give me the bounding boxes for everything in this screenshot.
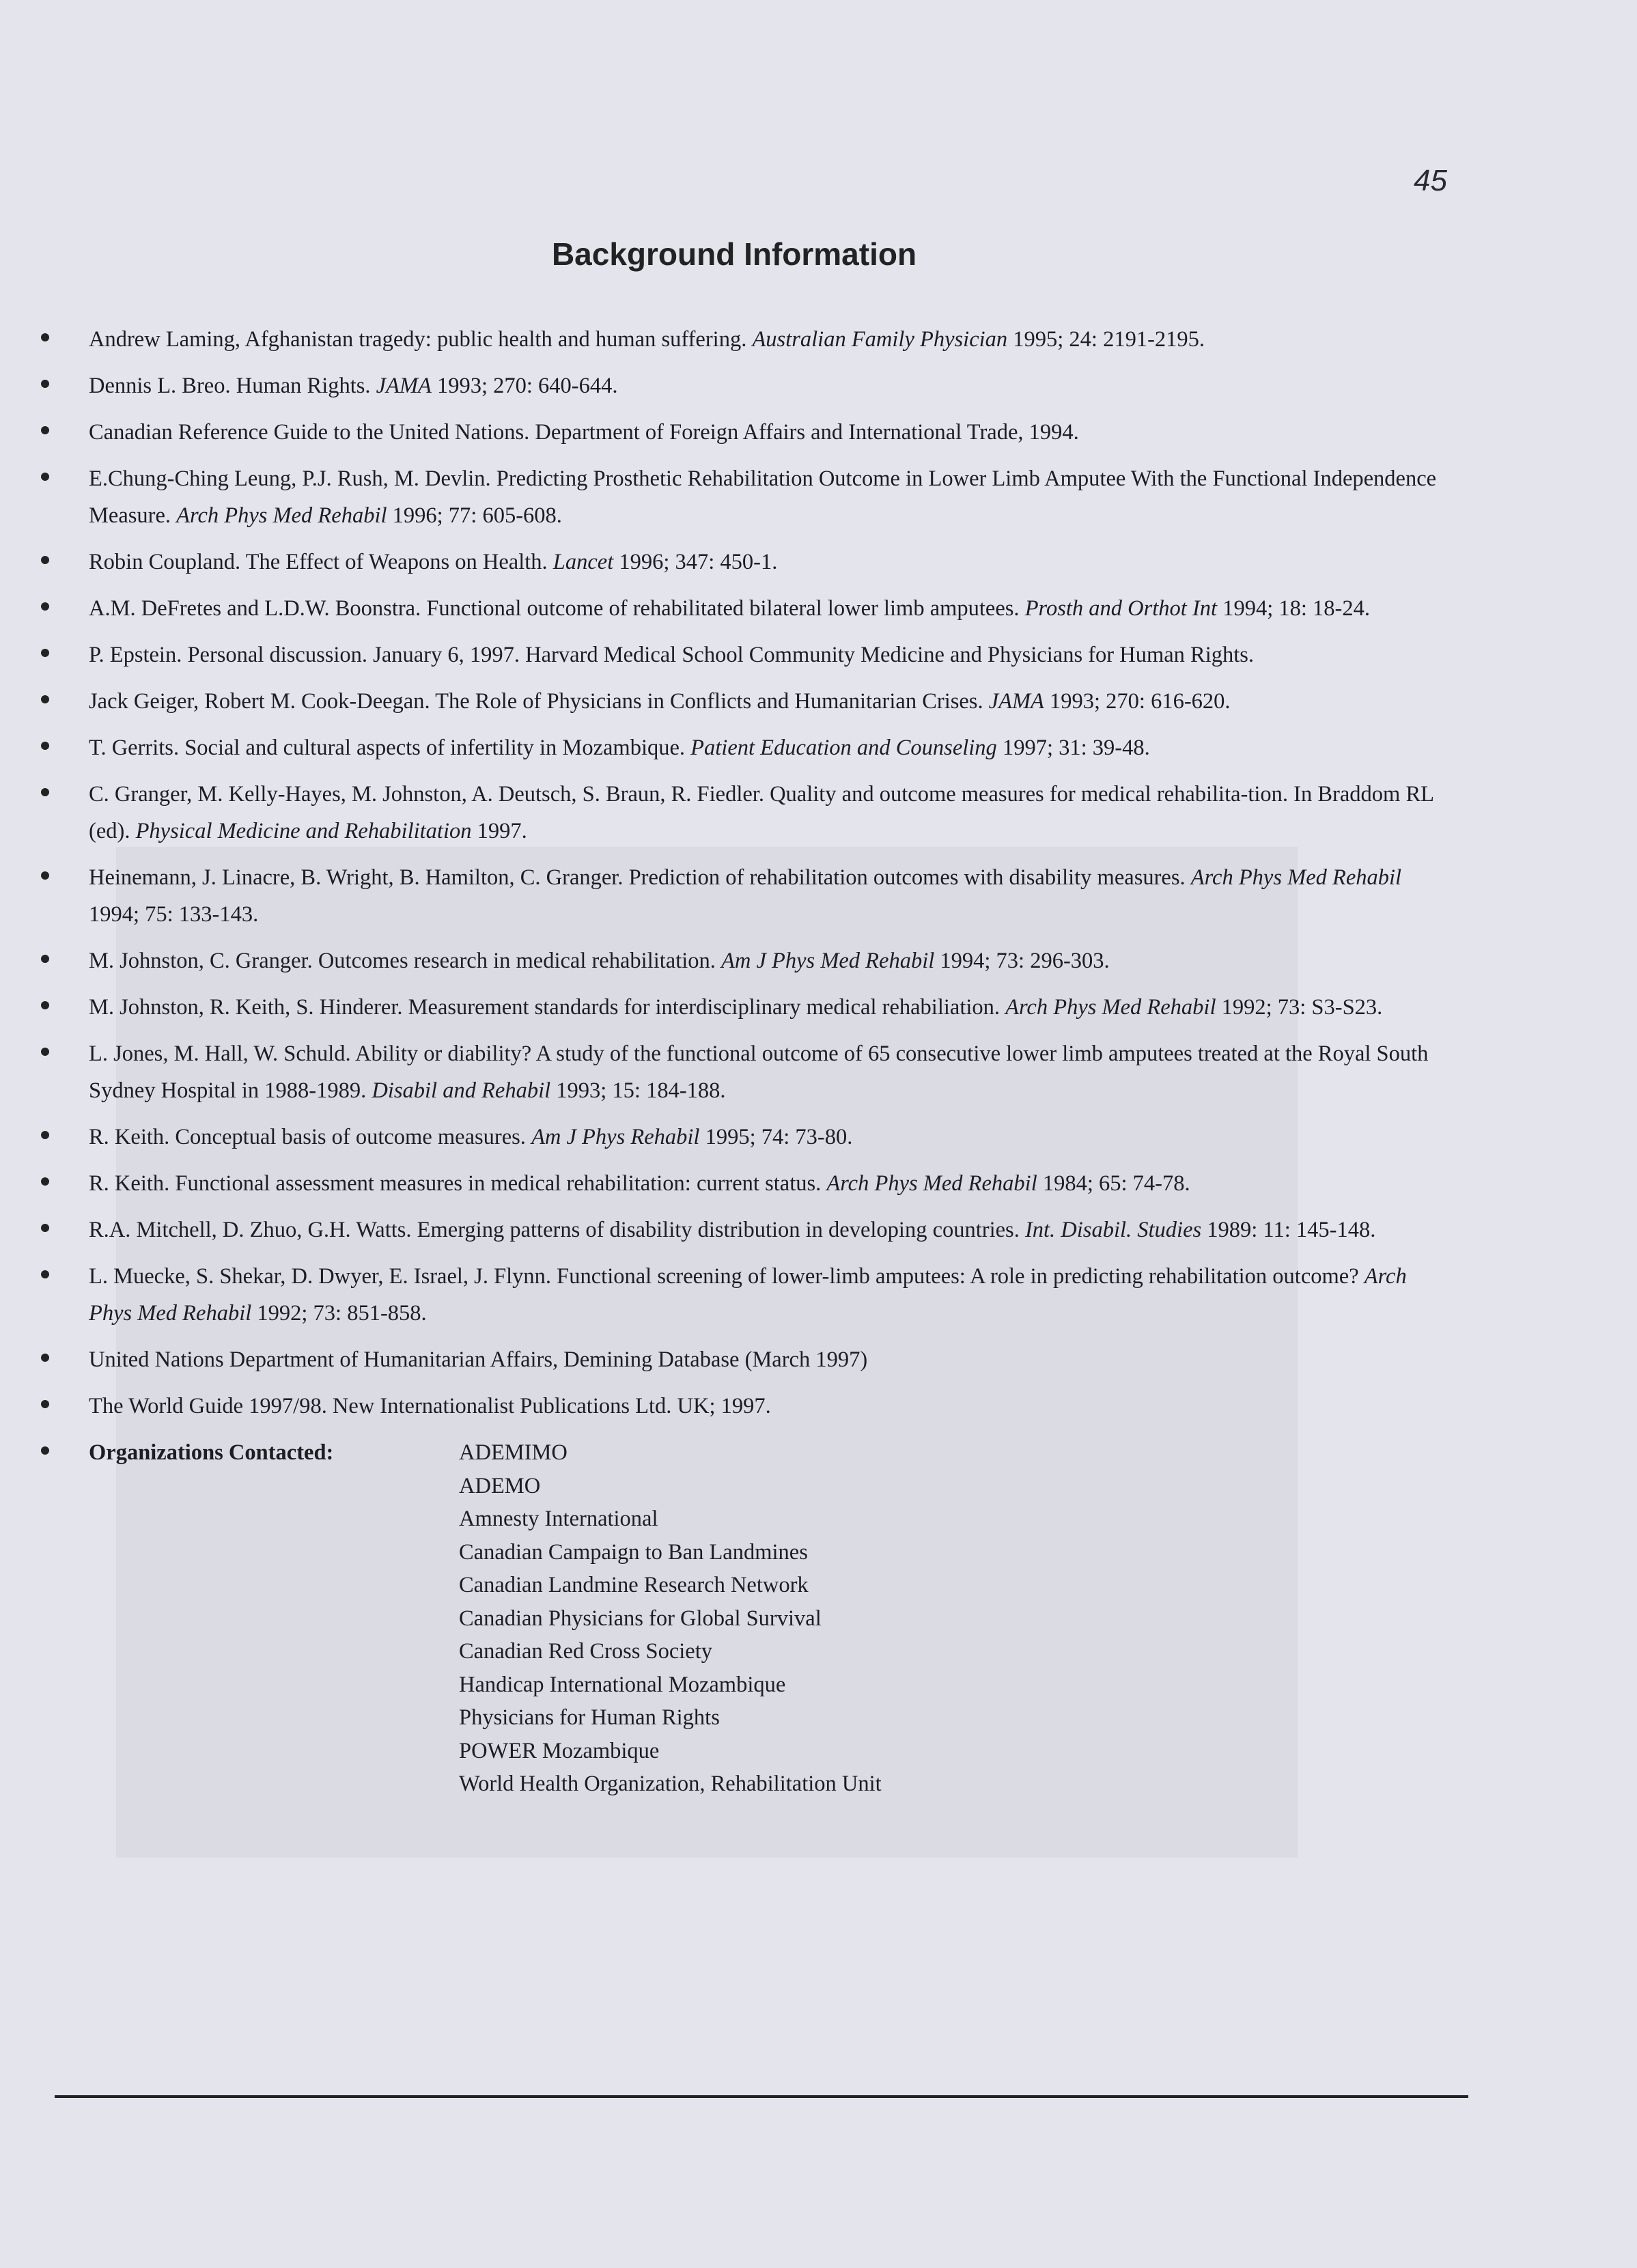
reference-text: R.A. Mitchell, D. Zhuo, G.H. Watts. Emerging patterns of disability distribution in developing countries. [89, 1218, 1025, 1242]
organization-item: POWER Mozambique [459, 1738, 660, 1763]
reference-text: Jack Geiger, Robert M. Cook-Deegan. The Role of Physicians in Conflicts and Humanitarian Crises. [89, 689, 989, 714]
reference-source: Patient Education and Counseling [690, 736, 997, 760]
reference-text: L. Muecke, S. Shekar, D. Dwyer, E. Israel, J. Flynn. Functional screening of lower-limb amputees: A role in predicting rehabilitation outcome? [89, 1264, 1365, 1289]
bullet-icon [41, 1400, 49, 1408]
reference-text: A.M. DeFretes and L.D.W. Boonstra. Functional outcome of rehabilitated bilateral lower limb amputees. [89, 596, 1025, 621]
reference-text: T. Gerrits. Social and cultural aspects of infertility in Mozambique. [89, 736, 691, 760]
bullet-icon [41, 473, 49, 481]
reference-source: Arch Phys Med Rehabil [826, 1171, 1037, 1196]
reference-details: 1996; 347: 450-1. [613, 550, 778, 574]
reference-text: Robin Coupland. The Effect of Weapons on Health. [89, 550, 553, 574]
page-title: Background Information [551, 236, 917, 272]
reference-item [41, 321, 1448, 358]
reference-item [41, 683, 1448, 720]
reference-item [41, 590, 1448, 627]
reference-item [41, 1035, 1448, 1109]
reference-item [41, 989, 1448, 1026]
reference-text: R. Keith. Conceptual basis of outcome measures. [89, 1125, 532, 1149]
reference-source: Arch Phys Med Rehabil [1190, 865, 1402, 890]
organization-item: Canadian Physicians for Global Survival [459, 1606, 822, 1631]
reference-text: M. Johnston, C. Granger. Outcomes research in medical rehabilitation. [89, 949, 722, 973]
bullet-icon [41, 1131, 49, 1139]
reference-item [41, 1341, 1448, 1378]
bullet-icon [41, 1354, 49, 1362]
organization-item: Amnesty International [459, 1507, 658, 1531]
reference-item [41, 776, 1448, 850]
reference-details: 1993; 270: 616-620. [1044, 689, 1231, 714]
reference-text: L. Jones, M. Hall, W. Schuld. Ability or diability? A study of the functional outcome of 65 consecutive lower limb amputees treated at the Royal South Sydney Hospital in 1988-1989. [89, 1041, 1429, 1103]
reference-source: Prosth and Orthot Int [1024, 596, 1218, 621]
reference-text: R. Keith. Functional assessment measures in medical rehabilitation: current status. [89, 1171, 827, 1196]
organization-item: Handicap International Mozambique [459, 1672, 786, 1697]
reference-source: Australian Family Physician [752, 327, 1008, 352]
reference-list [41, 321, 1448, 1810]
reference-details: 1992; 73: S3-S23. [1216, 995, 1383, 1020]
reference-item [41, 1119, 1448, 1156]
reference-source: Int. Disabil. Studies [1024, 1218, 1202, 1242]
reference-details: 1997; 31: 39-48. [996, 736, 1150, 760]
bullet-icon [41, 742, 49, 750]
page-number: 45 [1414, 164, 1447, 197]
reference-item [41, 1212, 1448, 1248]
reference-details: 1994; 18: 18-24. [1217, 596, 1370, 621]
reference-text: The World Guide 1997/98. New Internationalist Publications Ltd. UK; 1997. [89, 1394, 771, 1418]
reference-details: 1992; 73: 851-858. [251, 1301, 427, 1326]
organization-item: Physicians for Human Rights [459, 1705, 720, 1730]
reference-text: Dennis L. Breo. Human Rights. [89, 374, 376, 398]
bullet-icon [41, 955, 49, 963]
reference-details: 1995; 74: 73-80. [699, 1125, 853, 1149]
reference-details: 1994; 75: 133-143. [89, 902, 259, 927]
reference-item [41, 1165, 1448, 1202]
reference-text: Canadian Reference Guide to the United Nations. Department of Foreign Affairs and International Trade, 1994. [89, 420, 1079, 445]
bullet-icon [41, 788, 49, 796]
reference-text: C. Granger, M. Kelly-Hayes, M. Johnston, A. Deutsch, S. Braun, R. Fiedler. Quality and outcome measures for medical rehabilita-tion. In Braddom RL (ed). [89, 782, 1433, 843]
organization-item: ADEMIMO [459, 1440, 568, 1465]
bullet-icon [41, 649, 49, 657]
reference-details: 1996; 77: 605-608. [387, 503, 562, 528]
bullet-icon [41, 602, 49, 611]
bullet-icon [41, 380, 49, 388]
organization-item: Canadian Landmine Research Network [459, 1573, 809, 1597]
reference-item [41, 1388, 1448, 1425]
reference-item [41, 414, 1448, 451]
reference-source: Physical Medicine and Rehabilitation [135, 819, 472, 843]
reference-item [41, 859, 1448, 933]
footer-rule [55, 2095, 1468, 2098]
reference-item [41, 460, 1448, 534]
bullet-icon [41, 695, 49, 703]
bullet-icon [41, 1270, 49, 1278]
reference-source: Lancet [552, 550, 614, 574]
organization-item: Canadian Campaign to Ban Landmines [459, 1539, 808, 1565]
reference-details: 1984; 65: 74-78. [1037, 1171, 1190, 1196]
bullet-icon [41, 1177, 49, 1186]
bullet-icon [41, 1001, 49, 1009]
bullet-icon [41, 556, 49, 564]
reference-text: Heinemann, J. Linacre, B. Wright, B. Hamilton, C. Granger. Prediction of rehabilitation outcomes with disability measures. [89, 865, 1191, 890]
reference-text: Andrew Laming, Afghanistan tragedy: public health and human suffering. [89, 327, 753, 352]
organization-list [459, 1436, 882, 1801]
organizations-label: Organizations Contacted: [89, 1440, 334, 1465]
reference-item [41, 636, 1448, 673]
reference-source: Disabil and Rehabil [372, 1078, 551, 1103]
reference-source: JAMA [988, 689, 1044, 714]
bullet-icon [41, 1446, 49, 1455]
reference-details: 1997. [471, 819, 527, 843]
reference-details: 1995; 24: 2191-2195. [1007, 327, 1205, 352]
organization-item: Canadian Red Cross Society [459, 1639, 712, 1664]
reference-item [41, 942, 1448, 979]
reference-text: M. Johnston, R. Keith, S. Hinderer. Measurement standards for interdisciplinary medical rehabiliation. [89, 995, 1006, 1020]
bullet-icon [41, 871, 49, 880]
reference-text: P. Epstein. Personal discussion. January 6, 1997. Harvard Medical School Community Medicine and Physicians for Human Rights. [89, 643, 1255, 667]
bullet-icon [41, 1224, 49, 1232]
reference-item [41, 729, 1448, 766]
organization-item: ADEMO [459, 1473, 541, 1498]
reference-source: Arch Phys Med Rehabil [176, 503, 387, 528]
bullet-icon [41, 426, 49, 434]
reference-source: Am J Phys Med Rehabil [721, 949, 935, 973]
reference-source: JAMA [376, 374, 432, 398]
reference-item [41, 1258, 1448, 1332]
reference-item [41, 544, 1448, 580]
reference-details: 1994; 73: 296-303. [934, 949, 1110, 973]
bullet-icon [41, 333, 49, 341]
bullet-icon [41, 1048, 49, 1056]
reference-details: 1993; 15: 184-188. [550, 1078, 726, 1103]
reference-details: 1993; 270: 640-644. [431, 374, 618, 398]
reference-text: United Nations Department of Humanitarian Affairs, Demining Database (March 1997) [89, 1347, 868, 1372]
reference-details: 1989: 11: 145-148. [1201, 1218, 1376, 1242]
reference-source: Arch Phys Med Rehabil [89, 1264, 1407, 1326]
reference-item [41, 367, 1448, 404]
reference-source: Arch Phys Med Rehabil [1005, 995, 1216, 1020]
reference-source: Am J Phys Rehabil [531, 1125, 700, 1149]
organizations-contacted [41, 1434, 1448, 1801]
organization-item: World Health Organization, Rehabilitation Unit [459, 1772, 882, 1796]
reference-text: E.Chung-Ching Leung, P.J. Rush, M. Devlin. Predicting Prosthetic Rehabilitation Outcome in Lower Limb Amputee With the Functional Independence Measure. [89, 466, 1437, 528]
